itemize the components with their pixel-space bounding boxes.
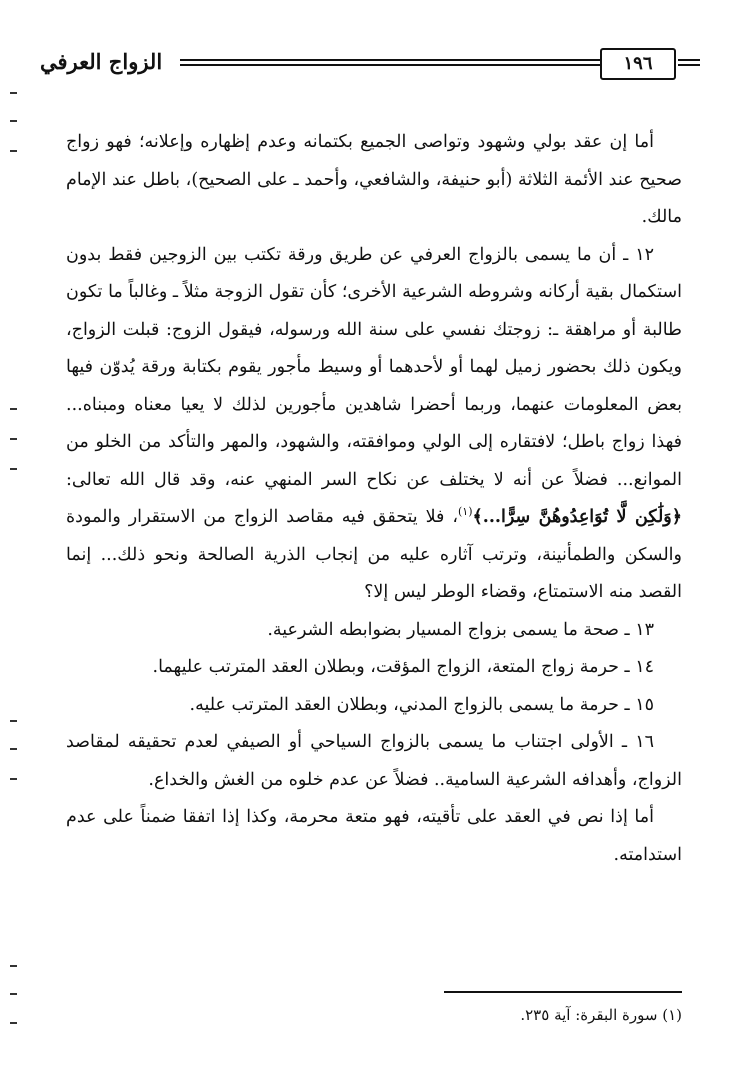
paragraph-final: أما إذا نص في العقد على تأقيته، فهو متعة محرمة، وكذا إذا اتفقا ضمناً على عدم استدامته.: [66, 807, 682, 865]
scan-mark: [10, 1022, 17, 1024]
scan-mark: [10, 993, 17, 995]
paragraph-1: أما إن عقد بولي وشهود وتواصى الجميع بكتمانه وعدم إظهاره وإعلانه؛ فهو زواج صحيح عند الأئمة الثلاثة (أبو حنيفة، والشافعي، وأحمد ـ على الصحيح)، باطل عند الإمام مالك.: [66, 132, 682, 227]
page-body: [66, 124, 682, 874]
scan-mark: [10, 468, 17, 470]
header-rule-right-top: [678, 59, 700, 61]
footnote-separator: [444, 991, 682, 993]
paragraph-item-13: ١٣ ـ صحة ما يسمى بزواج المسيار بضوابطه الشرعية.: [267, 619, 654, 640]
scan-mark: [10, 438, 17, 440]
scan-mark: [10, 92, 17, 94]
header-rule-top: [180, 59, 600, 61]
paragraph-item-12: [66, 237, 682, 612]
header-rule-right-bottom: [678, 64, 700, 66]
quran-verse: ﴿وَلَٰكِن لَّا تُوَاعِدُوهُنَّ سِرًّا...﴾: [472, 507, 682, 527]
paragraph-item-15: ١٥ ـ حرمة ما يسمى بالزواج المدني، وبطلان العقد المترتب عليه.: [189, 694, 654, 715]
footnote: (١) سورة البقرة: آية ٢٣٥.: [520, 1006, 682, 1024]
page-number: ١٩٦: [600, 48, 676, 80]
footnote-reference: (١): [457, 505, 473, 519]
scan-mark: [10, 720, 17, 722]
scan-mark: [10, 748, 17, 750]
item-12-text-end: ، فلا يتحقق فيه مقاصد الزواج من الاستقرار والمودة والسكن والطمأنينة، وترتب آثاره عليه من إنجاب الذرية الصالحة ونحو ذلك... إنما القصد منه الاستمتاع، وقضاء الوطر ليس إلا؟: [66, 507, 682, 602]
scan-mark: [10, 778, 17, 780]
running-title: الزواج العرفي: [40, 49, 163, 74]
item-12-text-start: ١٢ ـ أن ما يسمى بالزواج العرفي عن طريق ورقة تكتب بين الزوجين فقط بدون استكمال بقية أركانه وشروطه الشرعية الأخرى؛ كأن تقول الزوجة مثلاً ـ وغالباً ما تكون طالبة أو مراهقة ـ: زوجتك نفسي على سنة الله ورسوله، فيقول الزوج: قبلت الزواج، ويكون ذلك بحضور زميل لهما أو لأحدهما أو وسيط مأجور يقوم بكتابة ورقة يُدوّن فيها بعض المعلومات عنهما، وربما أحضرا شاهدين مأجورين لذلك لا يعيا معناه ومبناه... فهذا زواج باطل؛ لافتقاره إلى الولي وموافقته، والشهود، والمهر والتأكد من الخلو من الموانع... فضلاً عن أنه لا يختلف عن نكاح السر المنهي عنه، وقد قال الله تعالى:: [66, 244, 682, 490]
scan-mark: [10, 965, 17, 967]
scan-mark: [10, 408, 17, 410]
scan-mark: [10, 120, 17, 122]
paragraph-item-16: ١٦ ـ الأولى اجتناب ما يسمى بالزواج السياحي أو الصيفي لعدم تحقيقه لمقاصد الزواج، وأهدافه الشرعية السامية.. فضلاً عن عدم خلوه من الغش والخداع.: [66, 732, 682, 790]
scan-mark: [10, 150, 17, 152]
header-rule-bottom: [180, 64, 600, 66]
page-header: [40, 44, 700, 84]
paragraph-item-14: ١٤ ـ حرمة زواج المتعة، الزواج المؤقت، وبطلان العقد المترتب عليهما.: [152, 657, 654, 677]
